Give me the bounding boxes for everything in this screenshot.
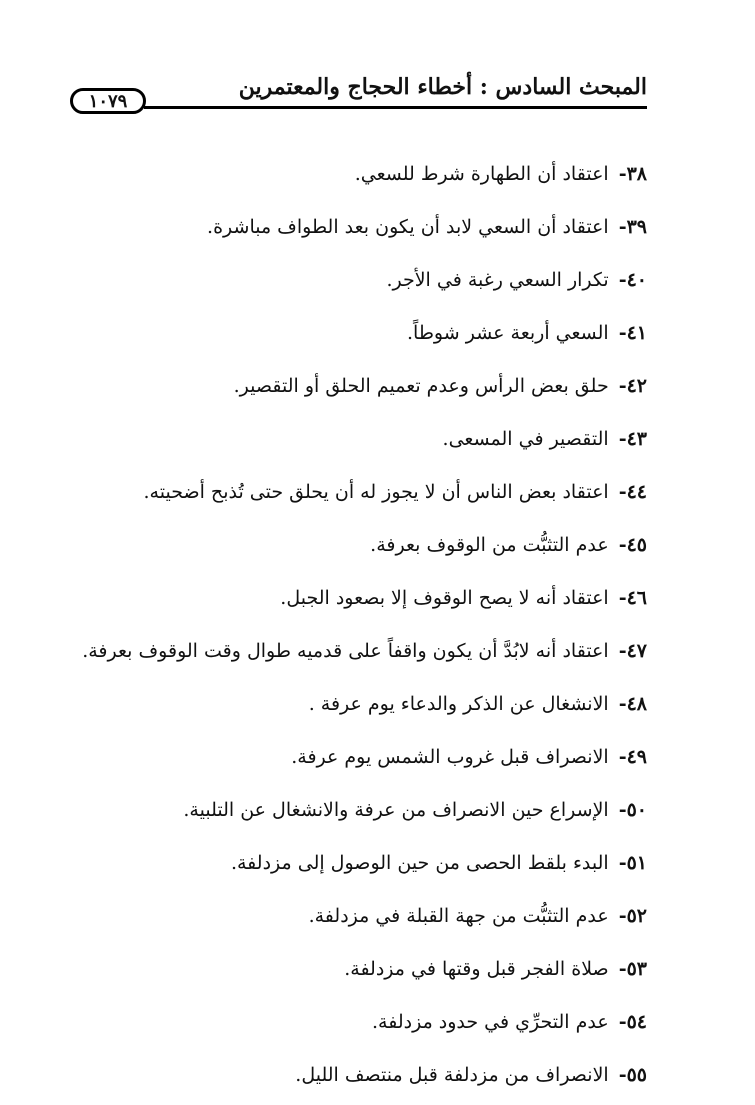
item-number: ٥٣- <box>618 958 647 980</box>
list-item <box>60 519 647 572</box>
item-number: ٤٣- <box>618 428 647 450</box>
item-number: ٤١- <box>618 322 647 344</box>
item-number: ٣٨- <box>618 163 647 185</box>
list-item <box>60 678 647 731</box>
item-number: ٥٥- <box>618 1064 647 1086</box>
list-item <box>60 1049 647 1102</box>
list-item <box>60 837 647 890</box>
list-item <box>60 784 647 837</box>
item-text: اعتقاد بعض الناس أن لا يجوز له أن يحلق حتى تُذبح أضحيته. <box>143 481 609 503</box>
item-text: اعتقاد أن السعي لابد أن يكون بعد الطواف مباشرة. <box>207 216 609 238</box>
item-text: التقصير في المسعى. <box>442 428 609 450</box>
item-text: عدم التحرِّي في حدود مزدلفة. <box>372 1011 609 1033</box>
list-item <box>60 360 647 413</box>
item-text: الانصراف من مزدلفة قبل منتصف الليل. <box>295 1064 609 1086</box>
list-item <box>60 307 647 360</box>
list-item <box>60 625 647 678</box>
item-number: ٤٦- <box>618 587 647 609</box>
list-item <box>60 572 647 625</box>
item-number: ٥١- <box>618 852 647 874</box>
header-rule <box>144 106 647 109</box>
item-number: ٤٠- <box>618 269 647 291</box>
item-text: البدء بلقط الحصى من حين الوصول إلى مزدلفة. <box>230 852 609 874</box>
item-number: ٤٨- <box>618 693 647 715</box>
item-number: ٥٤- <box>618 1011 647 1033</box>
list-item <box>60 890 647 943</box>
item-number: ٣٩- <box>618 216 647 238</box>
list-item <box>60 254 647 307</box>
list-item <box>60 148 647 201</box>
item-number: ٤٧- <box>618 640 647 662</box>
item-text: عدم التثبُّت من جهة القبلة في مزدلفة. <box>308 905 609 927</box>
item-text: اعتقاد أنه لا يصح الوقوف إلا بصعود الجبل. <box>280 587 609 609</box>
item-text: اعتقاد أنه لابُدَّ أن يكون واقفاً على قدميه طوال وقت الوقوف بعرفة. <box>82 640 609 662</box>
item-text: حلق بعض الرأس وعدم تعميم الحلق أو التقصير. <box>233 375 609 397</box>
item-text: تكرار السعي رغبة في الأجر. <box>386 269 609 291</box>
item-number: ٥٠- <box>618 799 647 821</box>
list-item <box>60 731 647 784</box>
list-item <box>60 466 647 519</box>
list-item <box>60 413 647 466</box>
item-number: ٤٤- <box>618 481 647 503</box>
item-text: الإسراع حين الانصراف من عرفة والانشغال عن التلبية. <box>183 799 609 821</box>
item-text: اعتقاد أن الطهارة شرط للسعي. <box>354 163 609 185</box>
item-text: الانشغال عن الذكر والدعاء يوم عرفة . <box>308 693 609 715</box>
item-number: ٤٩- <box>618 746 647 768</box>
running-head <box>70 72 647 116</box>
list-item <box>60 996 647 1049</box>
item-number: ٥٢- <box>618 905 647 927</box>
page-number: ١٠٧٩ <box>70 88 146 114</box>
item-text: صلاة الفجر قبل وقتها في مزدلفة. <box>344 958 609 980</box>
list-item <box>60 943 647 996</box>
item-text: الانصراف قبل غروب الشمس يوم عرفة. <box>291 746 609 768</box>
list-item <box>60 201 647 254</box>
chapter-title: المبحث السادس : أخطاء الحجاج والمعتمرين <box>238 74 647 100</box>
item-number: ٤٥- <box>618 534 647 556</box>
errors-list <box>60 148 647 1102</box>
item-text: عدم التثبُّت من الوقوف بعرفة. <box>370 534 609 556</box>
item-number: ٤٢- <box>618 375 647 397</box>
item-text: السعي أربعة عشر شوطاً. <box>406 322 609 344</box>
